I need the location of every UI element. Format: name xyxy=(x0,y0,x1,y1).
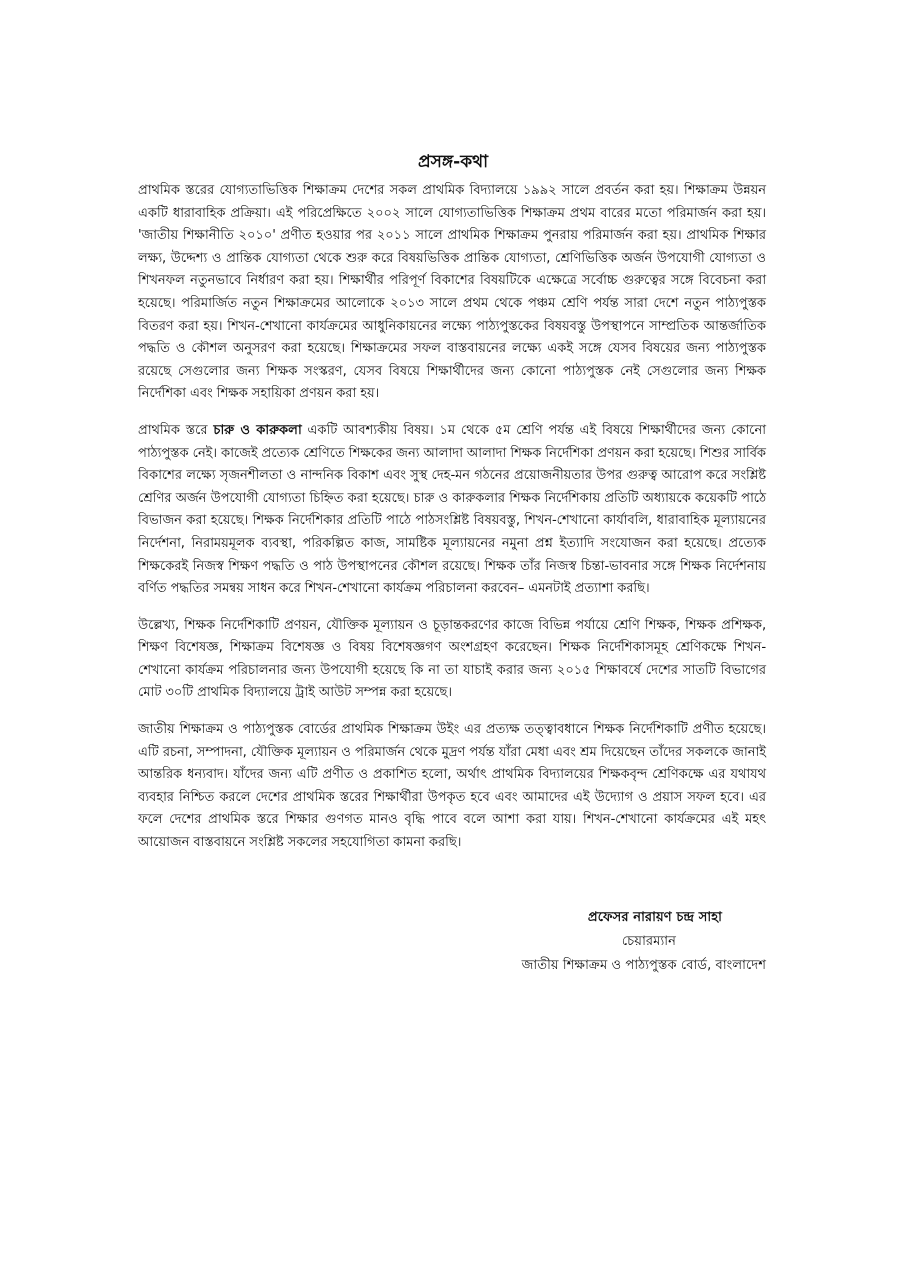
paragraph-2-text-a: প্রাথমিক স্তরে xyxy=(138,422,214,438)
page-title: প্রসঙ্গ-কথা xyxy=(417,152,489,172)
paragraph-1-text: প্রাথমিক স্তরের যোগ্যতাভিত্তিক শিক্ষাক্রম দেশের সকল প্রাথমিক বিদ্যালয়ে ১৯৯২ সালে প্রবর্তন করা হয়। শিক্ষাক্রম উন্নয়ন একটি ধারাবাহিক প্রক্রিয়া। এই পরিপ্রেক্ষিতে ২০০২ সালে যোগ্যতাভিত্তিক শিক্ষাক্রম প্রথম বারের মতো পরিমার্জন করা হয়। 'জাতীয় শিক্ষানীতি ২০১০' প্রণীত হওয়ার পর ২০১১ সালে প্রাথমিক শিক্ষাক্রম পুনরায় পরিমার্জন করা হয়। প্রাথমিক শিক্ষার লক্ষ্য, উদ্দেশ্য ও প্রান্তিক যোগ্যতা থেকে শুরু করে বিষয়ভিত্তিক প্রান্তিক যোগ্যতা, শ্রেণিভিত্তিক অর্জন উপযোগী যোগ্যতা ও শিখনফল নতুনভাবে নির্ধারণ করা হয়। শিক্ষার্থীর পরিপূর্ণ বিকাশের বিষয়টিকে এক্ষেত্রে সর্বোচ্চ গুরুত্বের সঙ্গে বিবেচনা করা হয়েছে। পরিমার্জিত নতুন শিক্ষাক্রমের আলোকে ২০১৩ সালে প্রথম থেকে পঞ্চম শ্রেণি পর্যন্ত সারা দেশে নতুন পাঠ্যপুস্তক বিতরণ করা হয়। শিখন-শেখানো কার্যক্রমের আধুনিকায়নের লক্ষ্যে পাঠ্যপুস্তকের বিষয়বস্তু উপস্থাপনে সাম্প্রতিক আন্তর্জাতিক পদ্ধতি ও কৌশল অনুসরণ করা হয়েছে। শিক্ষাক্রমের সফল বাস্তবায়নের লক্ষ্যে একই সঙ্গে যেসব বিষয়ের জন্য পাঠ্যপুস্তক রয়েছে সেগুলোর জন্য শিক্ষক সংস্করণ, যেসব বিষয়ে শিক্ষার্থীদের জন্য কোনো পাঠ্যপুস্তক নেই সেগুলোর জন্য শিক্ষক নির্দেশিকা এবং শিক্ষক সহায়িকা প্রণয়ন করা হয়। xyxy=(138,183,766,402)
signatory-role: চেয়ারম্যান xyxy=(621,934,676,949)
signature-block xyxy=(426,906,766,978)
paragraph-1 xyxy=(138,180,766,406)
signatory-name: প্রফেসর নারায়ণ চন্দ্র সাহা xyxy=(587,910,722,925)
paragraph-3-text: উল্লেখ্য, শিক্ষক নির্দেশিকাটি প্রণয়ন, যৌক্তিক মূল্যায়ন ও চূড়ান্তকরণের কাজে বিভিন্ন পর্যায়ে শ্রেণি শিক্ষক, শিক্ষক প্রশিক্ষক, শিক্ষণ বিশেষজ্ঞ, শিক্ষাক্রম বিশেষজ্ঞ ও বিষয় বিশেষজ্ঞগণ অংশগ্রহণ করেছেন। শিক্ষক নির্দেশিকাসমূহ শ্রেণিকক্ষে শিখন-শেখানো কার্যক্রম পরিচালনার জন্য উপযোগী হয়েছে কি না তা যাচাই করার জন্য ২০১৫ শিক্ষাবর্ষে দেশের সাতটি বিভাগের মোট ৩০টি প্রাথমিক বিদ্যালয়ে ট্রাই আউট সম্পন্ন করা হয়েছে। xyxy=(138,617,766,701)
paragraph-3 xyxy=(138,615,766,705)
paragraph-4-text: জাতীয় শিক্ষাক্রম ও পাঠ্যপুস্তক বোর্ডের প্রাথমিক শিক্ষাক্রম উইং এর প্রত্যক্ষ তত্ত্বাবধানে শিক্ষক নির্দেশিকাটি প্রণীত হয়েছে। এটি রচনা, সম্পাদনা, যৌক্তিক মূল্যায়ন ও পরিমার্জন থেকে মুদ্রণ পর্যন্ত যাঁরা মেধা এবং শ্রম দিয়েছেন তাঁদের সকলকে জানাই আন্তরিক ধন্যবাদ। যাঁদের জন্য এটি প্রণীত ও প্রকাশিত হলো, অর্থাৎ প্রাথমিক বিদ্যালয়ের শিক্ষকবৃন্দ শ্রেণিকক্ষে এর যথাযথ ব্যবহার নিশ্চিত করলে দেশের প্রাথমিক স্তরের শিক্ষার্থীরা উপকৃত হবে এবং আমাদের এই উদ্যোগ ও প্রয়াস সফল হবে। এর ফলে দেশের প্রাথমিক স্তরে শিক্ষার গুণগত মানও বৃদ্ধি পাবে বলে আশা করা যায়। শিখন-শেখানো কার্যক্রমের এই মহৎ আয়োজন বাস্তবায়নে সংশ্লিষ্ট সকলের সহযোগিতা কামনা করছি। xyxy=(138,722,766,851)
paragraph-2 xyxy=(138,420,766,601)
paragraph-2-text-b: একটি আবশ্যকীয় বিষয়। ১ম থেকে ৫ম শ্রেণি পর্যন্ত এই বিষয়ে শিক্ষার্থীদের জন্য কোনো পাঠ্যপুস্তক নেই। কাজেই প্রত্যেক শ্রেণিতে শিক্ষকের জন্য আলাদা আলাদা শিক্ষক নির্দেশিকা প্রণয়ন করা হয়েছে। শিশুর সার্বিক বিকাশের লক্ষ্যে সৃজনশীলতা ও নান্দনিক বিকাশ এবং সুস্থ দেহ-মন গঠনের প্রয়োজনীয়তার উপর গুরুত্ব আরোপ করে সংশ্লিষ্ট শ্রেণির অর্জন উপযোগী যোগ্যতা চিহ্নিত করা হয়েছে। চারু ও কারুকলার শিক্ষক নির্দেশিকায় প্রতিটি অধ্যায়কে কয়েকটি পাঠে বিভাজন করা হয়েছে। শিক্ষক নির্দেশিকার প্রতিটি পাঠে পাঠসংশ্লিষ্ট বিষয়বস্তু, শিখন-শেখানো কার্যাবলি, ধারাবাহিক মূল্যায়নের নির্দেশনা, নিরাময়মূলক ব্যবস্থা, পরিকল্পিত কাজ, সামষ্টিক মূল্যায়নের নমুনা প্রশ্ন ইত্যাদি সংযোজন করা হয়েছে। প্রত্যেক শিক্ষকেরই নিজস্ব শিক্ষণ পদ্ধতি ও পাঠ উপস্থাপনের কৌশল রয়েছে। শিক্ষক তাঁর নিজস্ব চিন্তা-ভাবনার সঙ্গে শিক্ষক নির্দেশনায় বর্ণিত পদ্ধতির সমন্বয় সাধন করে শিখন-শেখানো কার্যক্রম পরিচালনা করবেন– এমনটাই প্রত্যাশা করছি। xyxy=(138,422,766,597)
signatory-organization: জাতীয় শিক্ষাক্রম ও পাঠ্যপুস্তক বোর্ড, বাংলাদেশ xyxy=(521,958,766,973)
document-body xyxy=(138,180,766,869)
subject-name: চারু ও কারুকলা xyxy=(213,422,302,438)
paragraph-4 xyxy=(138,719,766,855)
